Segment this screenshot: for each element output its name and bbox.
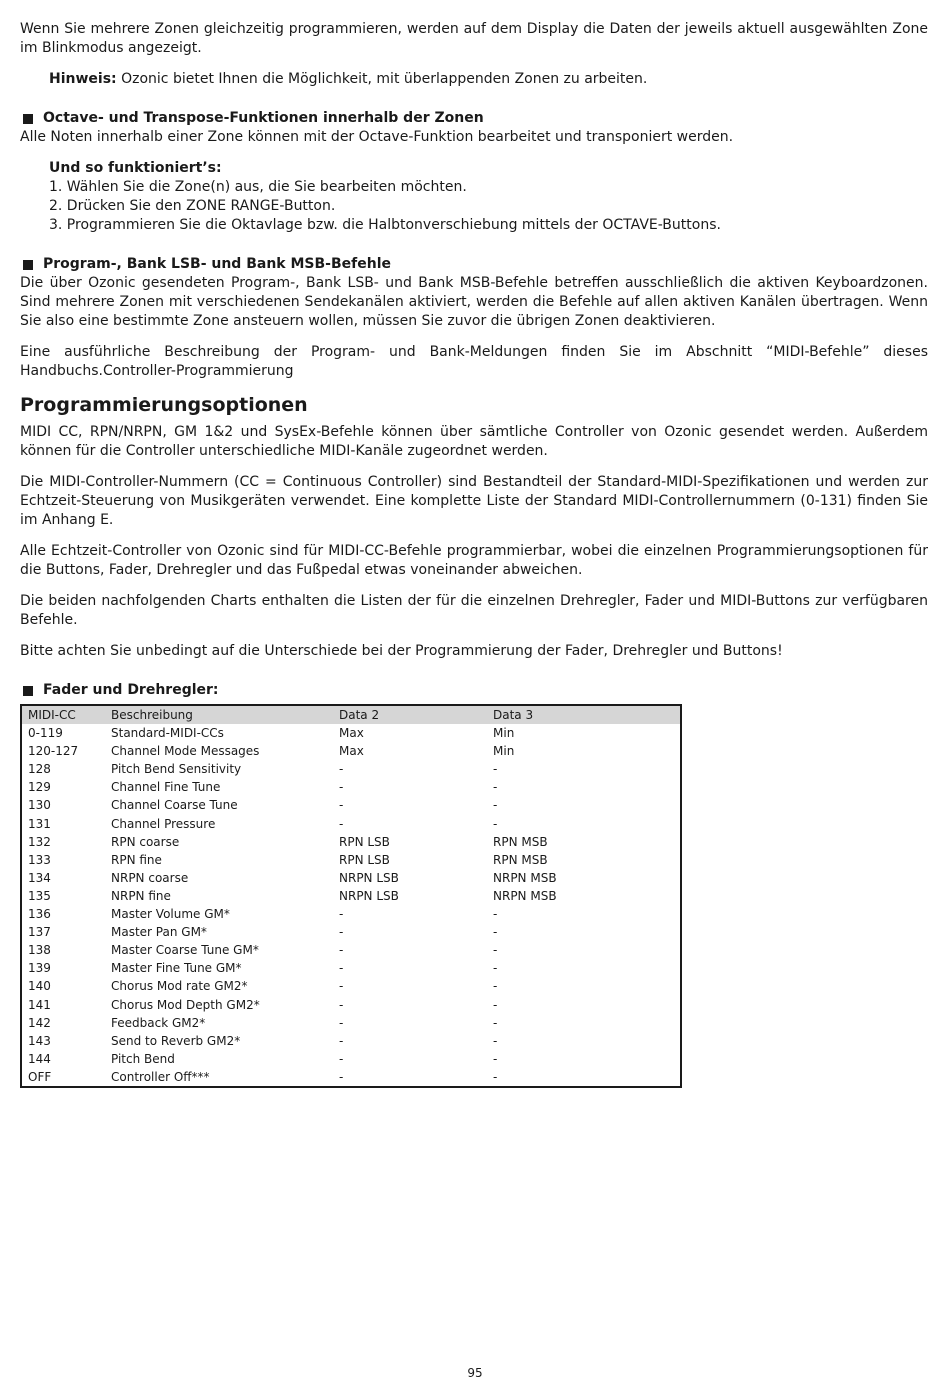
- cell-data-3: NRPN MSB: [493, 870, 557, 885]
- cell-data-3: -: [493, 907, 498, 922]
- table-row: [22, 977, 680, 995]
- cell-beschreibung: Channel Pressure: [111, 816, 216, 831]
- hint-label: Hinweis:: [49, 71, 117, 87]
- cell-data-3: -: [493, 997, 498, 1012]
- column-header-midi-cc: MIDI-CC: [28, 708, 76, 722]
- hint-text: Ozonic bietet Ihnen die Möglichkeit, mit überlappenden Zonen zu arbeiten.: [116, 71, 648, 87]
- square-bullet-icon: [23, 686, 33, 696]
- cell-data-3: -: [493, 979, 498, 994]
- cell-data-3: -: [493, 943, 498, 958]
- cell-midi-cc: 141: [28, 997, 51, 1012]
- cell-data-2: -: [339, 780, 344, 795]
- step-item: 1. Wählen Sie die Zone(n) aus, die Sie bearbeiten möchten.: [49, 179, 467, 195]
- steps-heading: Und so funktioniert’s:: [49, 160, 222, 176]
- table-row: [22, 959, 680, 977]
- cell-beschreibung: Channel Fine Tune: [111, 780, 221, 795]
- table-row: [22, 869, 680, 887]
- cell-beschreibung: Master Pan GM*: [111, 925, 207, 940]
- cell-data-2: NRPN LSB: [339, 870, 399, 885]
- cell-midi-cc: 131: [28, 816, 51, 831]
- cell-data-3: -: [493, 961, 498, 976]
- octave-heading-text: Octave- und Transpose-Funktionen innerhalb der Zonen: [43, 110, 484, 126]
- cell-midi-cc: 130: [28, 798, 51, 813]
- cell-beschreibung: Pitch Bend Sensitivity: [111, 762, 242, 777]
- cell-beschreibung: Standard-MIDI-CCs: [111, 726, 224, 741]
- table-row: [22, 778, 680, 796]
- table-header-row: [22, 706, 680, 724]
- options-paragraph-4: Die beiden nachfolgenden Charts enthalten die Listen der für die einzelnen Drehregler, Fader und MIDI-Buttons zur verfügbaren Befehle.: [20, 593, 928, 628]
- cell-data-3: -: [493, 1069, 498, 1084]
- fader-table: [20, 704, 682, 1088]
- cell-beschreibung: Feedback GM2*: [111, 1015, 206, 1030]
- fader-heading-text: Fader und Drehregler:: [43, 682, 219, 698]
- cell-midi-cc: 143: [28, 1033, 51, 1048]
- cell-beschreibung: Chorus Mod rate GM2*: [111, 979, 248, 994]
- octave-section-heading: [20, 109, 928, 128]
- cell-data-3: -: [493, 816, 498, 831]
- cell-data-3: -: [493, 1051, 498, 1066]
- cell-data-2: Max: [339, 744, 364, 759]
- program-section-heading: [20, 255, 928, 274]
- cell-midi-cc: 139: [28, 961, 51, 976]
- program-paragraph-1: Die über Ozonic gesendeten Program-, Bank LSB- und Bank MSB-Befehle betreffen ausschließlich die aktiven Keyboardzonen. Sind mehrere Zonen mit verschiedenen Sendekanälen aktiviert, werden die Befehle auf allen aktiven Kanälen übertragen. Wenn Sie also eine bestimmte Zone ansteuern wollen, müssen Sie zuvor die übrigen Zonen deaktivieren.: [20, 275, 928, 329]
- cell-midi-cc: 136: [28, 907, 51, 922]
- column-header-data-2: Data 2: [339, 708, 380, 722]
- options-paragraph-2: Die MIDI-Controller-Nummern (CC = Continuous Controller) sind Bestandteil der Standard-MIDI-Spezifikationen und werden zur Echtzeit-Steuerung von Musikgeräten verwendet. Eine komplette Liste der Standard MIDI-Controllernummern (0-131) finden Sie im Anhang E.: [20, 474, 928, 528]
- table-row: [22, 742, 680, 760]
- program-paragraph-2: Eine ausführliche Beschreibung der Program- und Bank-Meldungen finden Sie im Abschnitt “MIDI-Befehle” dieses Handbuchs.Controller-Programmierung: [20, 344, 928, 379]
- cell-data-2: -: [339, 961, 344, 976]
- cell-data-2: -: [339, 925, 344, 940]
- options-title: Programmierungsoptionen: [20, 394, 308, 416]
- cell-data-3: Min: [493, 726, 515, 741]
- octave-steps: [20, 159, 928, 235]
- cell-data-3: RPN MSB: [493, 834, 548, 849]
- cell-beschreibung: Master Coarse Tune GM*: [111, 943, 259, 958]
- cell-data-3: -: [493, 925, 498, 940]
- cell-data-2: -: [339, 1015, 344, 1030]
- cell-data-2: RPN LSB: [339, 834, 390, 849]
- table-row: [22, 724, 680, 742]
- fader-section-heading: [20, 681, 928, 700]
- table-row: [22, 1068, 680, 1086]
- cell-data-3: -: [493, 780, 498, 795]
- cell-data-2: -: [339, 798, 344, 813]
- cell-beschreibung: Channel Mode Messages: [111, 744, 260, 759]
- cell-midi-cc: OFF: [28, 1069, 52, 1084]
- cell-beschreibung: Master Volume GM*: [111, 907, 230, 922]
- column-header-data-3: Data 3: [493, 708, 534, 722]
- table-row: [22, 851, 680, 869]
- octave-paragraph: Alle Noten innerhalb einer Zone können mit der Octave-Funktion bearbeitet und transponiert werden.: [20, 129, 734, 145]
- cell-data-3: -: [493, 1015, 498, 1030]
- intro-paragraph: Wenn Sie mehrere Zonen gleichzeitig programmieren, werden auf dem Display die Daten der jeweils aktuell ausgewählten Zone im Blinkmodus angezeigt.: [20, 21, 928, 56]
- table-body: [22, 724, 680, 1086]
- cell-beschreibung: Master Fine Tune GM*: [111, 961, 242, 976]
- table-row: [22, 996, 680, 1014]
- cell-data-2: -: [339, 762, 344, 777]
- cell-data-3: -: [493, 1033, 498, 1048]
- cell-beschreibung: RPN fine: [111, 852, 162, 867]
- table-row: [22, 887, 680, 905]
- step-item: 3. Programmieren Sie die Oktavlage bzw. die Halbtonverschiebung mittels der OCTAVE-Buttons.: [49, 217, 721, 233]
- document-page: [20, 20, 928, 1088]
- cell-data-2: -: [339, 816, 344, 831]
- cell-beschreibung: RPN coarse: [111, 834, 180, 849]
- cell-data-3: Min: [493, 744, 515, 759]
- cell-midi-cc: 144: [28, 1051, 51, 1066]
- cell-data-3: NRPN MSB: [493, 888, 557, 903]
- cell-data-2: NRPN LSB: [339, 888, 399, 903]
- square-bullet-icon: [23, 114, 33, 124]
- cell-beschreibung: Send to Reverb GM2*: [111, 1033, 241, 1048]
- table-row: [22, 923, 680, 941]
- cell-midi-cc: 137: [28, 925, 51, 940]
- options-paragraph-5: Bitte achten Sie unbedingt auf die Unterschiede bei der Programmierung der Fader, Drehregler und Buttons!: [20, 643, 783, 659]
- cell-midi-cc: 134: [28, 870, 51, 885]
- options-paragraph-1: MIDI CC, RPN/NRPN, GM 1&2 und SysEx-Befehle können über sämtliche Controller von Ozonic gesendet werden. Außerdem können für die Controller unterschiedliche MIDI-Kanäle zugeordnet werden.: [20, 424, 928, 459]
- table-row: [22, 1014, 680, 1032]
- table-row: [22, 796, 680, 814]
- cell-midi-cc: 138: [28, 943, 51, 958]
- cell-data-3: -: [493, 798, 498, 813]
- cell-data-3: -: [493, 762, 498, 777]
- cell-midi-cc: 133: [28, 852, 51, 867]
- cell-midi-cc: 120-127: [28, 744, 79, 759]
- page-number: 95: [467, 1366, 483, 1380]
- cell-midi-cc: 132: [28, 834, 51, 849]
- cell-beschreibung: NRPN fine: [111, 888, 171, 903]
- cell-data-2: -: [339, 1069, 344, 1084]
- cell-data-2: -: [339, 1033, 344, 1048]
- step-item: 2. Drücken Sie den ZONE RANGE-Button.: [49, 198, 336, 214]
- cell-beschreibung: Controller Off***: [111, 1069, 210, 1084]
- hint-note: [20, 70, 928, 89]
- cell-data-2: -: [339, 979, 344, 994]
- table-row: [22, 1032, 680, 1050]
- cell-beschreibung: Pitch Bend: [111, 1051, 175, 1066]
- cell-beschreibung: Channel Coarse Tune: [111, 798, 238, 813]
- cell-midi-cc: 0-119: [28, 726, 63, 741]
- table-row: [22, 760, 680, 778]
- table-row: [22, 1050, 680, 1068]
- program-heading-text: Program-, Bank LSB- und Bank MSB-Befehle: [43, 256, 391, 272]
- cell-midi-cc: 128: [28, 762, 51, 777]
- cell-midi-cc: 135: [28, 888, 51, 903]
- table-row: [22, 941, 680, 959]
- square-bullet-icon: [23, 260, 33, 270]
- table-row: [22, 815, 680, 833]
- table-row: [22, 833, 680, 851]
- cell-data-2: -: [339, 907, 344, 922]
- column-header-beschreibung: Beschreibung: [111, 708, 193, 722]
- cell-midi-cc: 129: [28, 780, 51, 795]
- cell-data-2: -: [339, 1051, 344, 1066]
- cell-data-2: Max: [339, 726, 364, 741]
- cell-data-3: RPN MSB: [493, 852, 548, 867]
- cell-midi-cc: 142: [28, 1015, 51, 1030]
- cell-beschreibung: Chorus Mod Depth GM2*: [111, 997, 260, 1012]
- options-paragraph-3: Alle Echtzeit-Controller von Ozonic sind für MIDI-CC-Befehle programmierbar, wobei die einzelnen Programmierungsoptionen für die Buttons, Fader, Drehregler und das Fußpedal etwas voneinander abweichen.: [20, 543, 928, 578]
- cell-data-2: RPN LSB: [339, 852, 390, 867]
- cell-beschreibung: NRPN coarse: [111, 870, 189, 885]
- table-row: [22, 905, 680, 923]
- cell-midi-cc: 140: [28, 979, 51, 994]
- cell-data-2: -: [339, 997, 344, 1012]
- cell-data-2: -: [339, 943, 344, 958]
